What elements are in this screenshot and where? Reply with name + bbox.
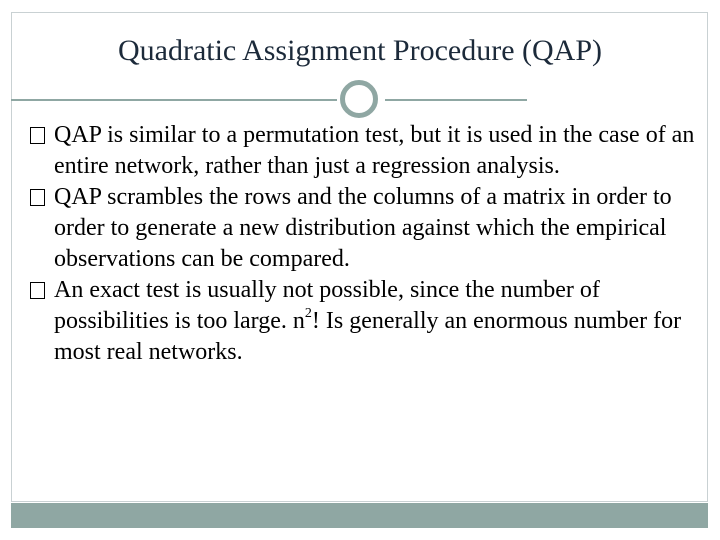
bullet-item (30, 120, 700, 182)
title-divider-right (385, 99, 527, 101)
bullet-text-before: An exact test is usually not possible, since the number of possibilities is too large. n (54, 277, 600, 334)
bullet-text: QAP scrambles the rows and the columns of a matrix in order to order to generate a new distribution against which the empirical observations can be compared. (54, 184, 672, 272)
bullet-item (30, 275, 700, 368)
footer-bar (11, 503, 708, 528)
bullet-list (30, 120, 700, 368)
square-bullet-icon (30, 282, 45, 299)
title-divider-left (11, 99, 337, 101)
slide-title: Quadratic Assignment Procedure (QAP) (117, 34, 603, 67)
square-bullet-icon (30, 189, 45, 206)
bullet-item (30, 182, 700, 275)
bullet-text: QAP is similar to a permutation test, but it is used in the case of an entire network, rather than just a regression analysis. (54, 122, 695, 179)
square-bullet-icon (30, 127, 45, 144)
circle-ornament-icon (340, 80, 378, 118)
superscript: 2 (304, 306, 312, 321)
bullet-text-after: ! Is generally an enormous number for most real networks. (54, 308, 682, 365)
